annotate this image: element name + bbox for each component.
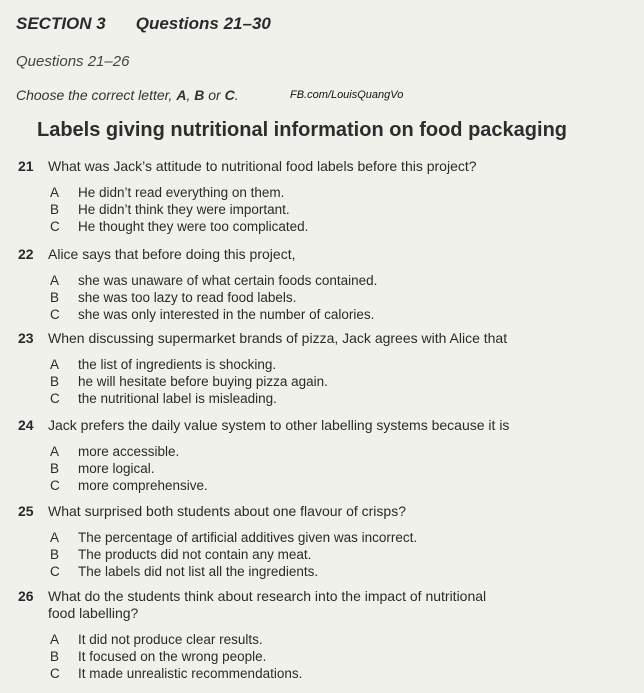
- option-b[interactable]: B he will hesitate before buying pizza again.: [50, 374, 328, 389]
- section-header: [16, 14, 271, 34]
- options-list: [50, 529, 417, 580]
- option-b[interactable]: B she was too lazy to read food labels.: [50, 290, 297, 305]
- question-text: Jack prefers the daily value system to other labelling systems because it is: [48, 417, 510, 433]
- question-number: 22: [18, 246, 34, 262]
- question-24: [18, 417, 509, 494]
- options-list: [50, 443, 509, 494]
- option-a[interactable]: A The percentage of artificial additives given was incorrect.: [50, 530, 418, 545]
- question-25: [18, 503, 417, 580]
- option-c[interactable]: C she was only interested in the number of calories.: [50, 307, 375, 322]
- letter-a: A: [176, 87, 187, 103]
- question-21: [18, 158, 477, 235]
- options-list: [50, 184, 477, 235]
- question-text: When discussing supermarket brands of pizza, Jack agrees with Alice that: [48, 330, 508, 346]
- option-b[interactable]: B more logical.: [50, 461, 155, 476]
- credit-watermark: FB.com/LouisQuangVo: [290, 89, 404, 101]
- option-a[interactable]: A He didn’t read everything on them.: [50, 185, 285, 200]
- question-number: 24: [18, 417, 34, 433]
- option-b[interactable]: B The products did not contain any meat.: [50, 547, 312, 562]
- question-23: [18, 330, 507, 407]
- letter-b: B: [194, 87, 205, 103]
- instruction-text: Choose the correct letter, A, B or C.: [16, 87, 239, 103]
- option-c[interactable]: C more comprehensive.: [50, 478, 208, 493]
- question-text: What was Jack’s attitude to nutritional food labels before this project?: [48, 158, 477, 174]
- option-c[interactable]: C The labels did not list all the ingredients.: [50, 564, 319, 579]
- option-c[interactable]: C He thought they were too complicated.: [50, 219, 309, 234]
- options-list: [50, 356, 507, 407]
- question-number: 25: [18, 503, 34, 519]
- question-text: What do the students think about research into the impact of nutritional food labelling?: [48, 588, 487, 621]
- question-26: [18, 588, 486, 682]
- option-a[interactable]: A more accessible.: [50, 444, 180, 459]
- option-a[interactable]: A she was unaware of what certain foods contained.: [50, 273, 378, 288]
- option-a[interactable]: A It did not produce clear results.: [50, 632, 263, 647]
- option-b[interactable]: B He didn’t think they were important.: [50, 202, 290, 217]
- question-text: Alice says that before doing this project,: [48, 246, 296, 262]
- option-a[interactable]: A the list of ingredients is shocking.: [50, 357, 277, 372]
- option-c[interactable]: C It made unrealistic recommendations.: [50, 666, 303, 681]
- question-number: 23: [18, 330, 34, 346]
- section-label: SECTION 3: [16, 14, 106, 33]
- question-text: What surprised both students about one flavour of crisps?: [48, 503, 406, 519]
- question-number: 26: [18, 588, 34, 604]
- section-title: Questions 21–30: [135, 14, 271, 33]
- options-list: [50, 272, 377, 323]
- page-title: Labels giving nutritional information on food packaging: [37, 119, 567, 141]
- questions-subheading: Questions 21–26: [16, 53, 130, 70]
- option-c[interactable]: C the nutritional label is misleading.: [50, 391, 277, 406]
- question-number: 21: [18, 158, 34, 174]
- option-b[interactable]: B It focused on the wrong people.: [50, 649, 267, 664]
- question-22: [18, 246, 377, 323]
- options-list: [50, 631, 486, 682]
- letter-c: C: [224, 87, 235, 103]
